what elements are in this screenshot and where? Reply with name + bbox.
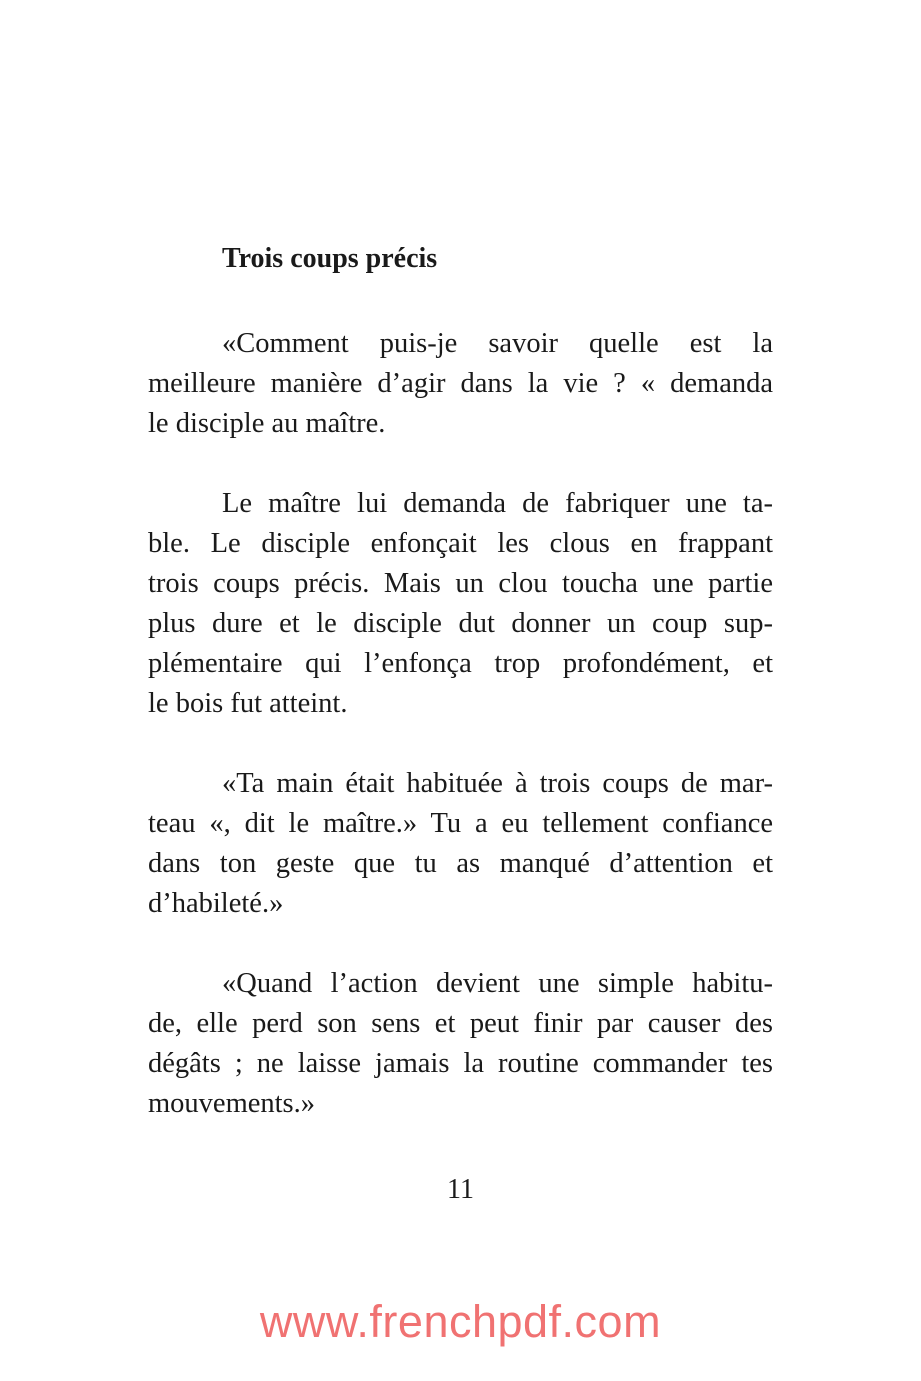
paragraph-line: plus dure et le disciple dut donner un coup sup- (148, 608, 773, 639)
paragraph-1 (148, 324, 773, 444)
paragraph-line: «Ta main était habituée à trois coups de mar- (222, 768, 773, 799)
paragraph-2 (148, 484, 773, 724)
paragraph-line: «Comment puis-je savoir quelle est la (222, 328, 773, 359)
paragraph-line: plémentaire qui l’enfonça trop profondément, et (148, 648, 773, 679)
paragraph-line: meilleure manière d’agir dans la vie ? « demanda (148, 368, 773, 399)
page-number: 11 (447, 1174, 474, 1205)
watermark-url[interactable]: www.frenchpdf.com (259, 1296, 662, 1347)
paragraph-line: dans ton geste que tu as manqué d’attention et (148, 848, 773, 879)
paragraph-line: Le maître lui demanda de fabriquer une ta- (222, 488, 773, 519)
paragraph-4 (148, 964, 773, 1124)
paragraph-line: dégâts ; ne laisse jamais la routine commander tes (148, 1048, 773, 1079)
paragraph-line: d’habileté.» (148, 888, 284, 919)
paragraph-line: mouvements.» (148, 1088, 316, 1119)
paragraph-line: teau «, dit le maître.» Tu a eu tellement confiance (148, 808, 773, 839)
paragraph-line: le disciple au maître. (148, 408, 386, 439)
paragraph-line: de, elle perd son sens et peut finir par causer des (148, 1008, 773, 1039)
paragraph-3 (148, 764, 773, 924)
section-title: Trois coups précis (222, 243, 438, 274)
paragraph-line: trois coups précis. Mais un clou toucha une partie (148, 568, 773, 599)
paragraph-line: «Quand l’action devient une simple habitu- (222, 968, 773, 999)
paragraph-line: ble. Le disciple enfonçait les clous en frappant (148, 528, 773, 559)
paragraph-line: le bois fut atteint. (148, 688, 348, 719)
